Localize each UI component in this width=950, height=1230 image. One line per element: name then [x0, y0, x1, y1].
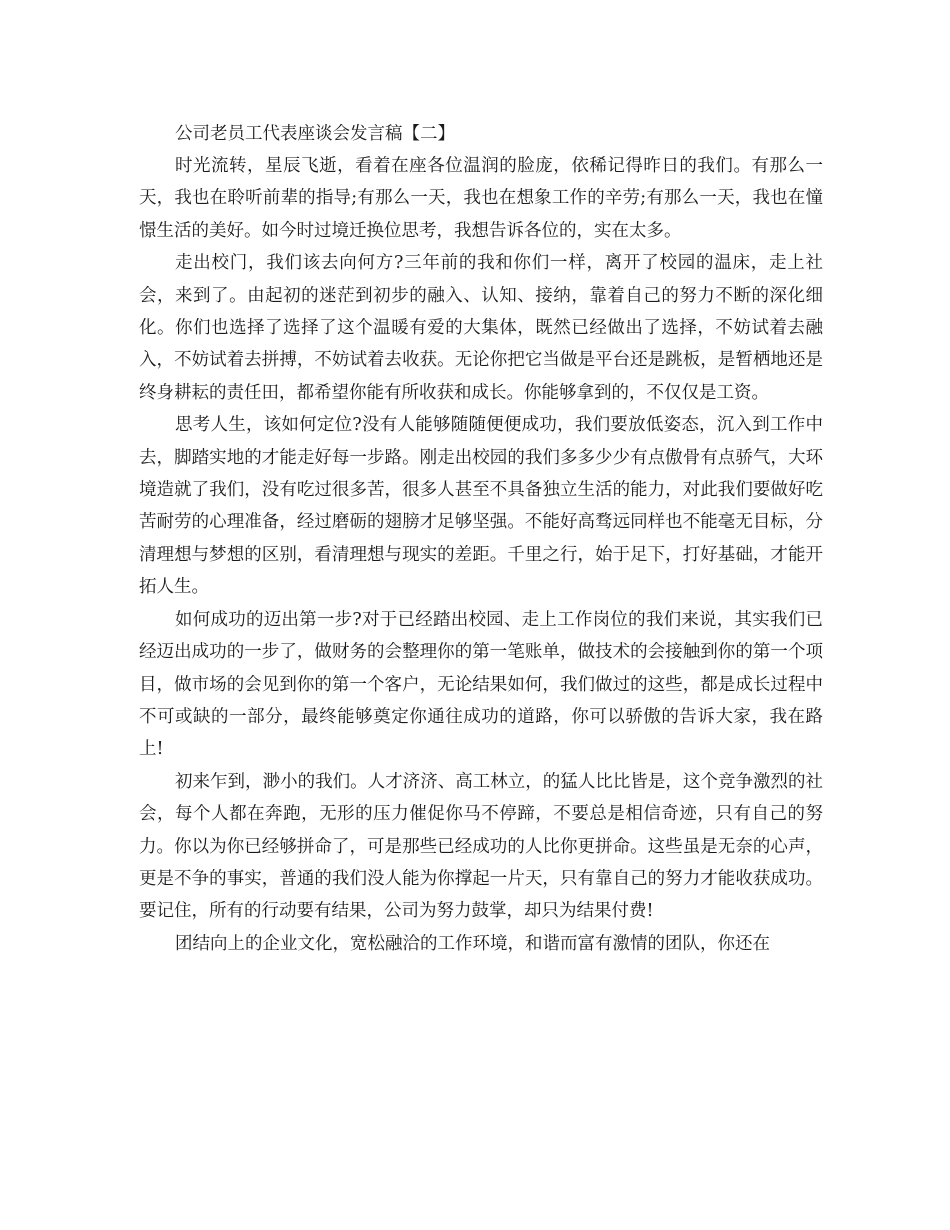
- document-page: [139, 118, 823, 960]
- paragraph-6: 团结向上的企业文化，宽松融洽的工作环境，和谐而富有激情的团队，你还在: [175, 933, 770, 954]
- paragraph-3: 思考人生，该如何定位?没有人能够随随便便成功，我们要放低姿态，沉入到工作中去，脚踏实地的才能走好每一步路。刚走出校园的我们多多少少有点傲骨有点骄气，大环境造就了我们，没有吃过很多苦，很多人甚至不具备独立生活的能力，对此我们要做好吃苦耐劳的心理准备，经过磨砺的翅膀才足够坚强。不能好高骛远同样也不能毫无目标，分清理想与梦想的区别，看清理想与现实的差距。千里之行，始于足下，打好基础，才能开拓人生。: [139, 415, 823, 598]
- paragraph-4: 如何成功的迈出第一步?对于已经踏出校园、走上工作岗位的我们来说，其实我们已经迈出成功的一步了，做财务的会整理你的第一笔账单，做技术的会接触到你的第一个项目，做市场的会见到你的第一个客户，无论结果如何，我们做过的这些，都是成长过程中不可或缺的一部分，最终能够奠定你通往成功的道路，你可以骄傲的告诉大家，我在路上!: [139, 609, 823, 760]
- paragraph-2: 走出校门，我们该去向何方?三年前的我和你们一样，离开了校园的温床，走上社会，来到了。由起初的迷茫到初步的融入、认知、接纳，靠着自己的努力不断的深化细化。你们也选择了选择了这个温暖有爱的大集体，既然已经做出了选择，不妨试着去融入，不妨试着去拼搏，不妨试着去收获。无论你把它当做是平台还是跳板，是暂栖地还是终身耕耘的责任田，都希望你能有所收获和成长。你能够拿到的，不仅仅是工资。: [139, 253, 823, 403]
- document-title: 公司老员工代表座谈会发言稿【二】: [175, 124, 455, 144]
- paragraph-5: 初来乍到，渺小的我们。人才济济、高工林立，的猛人比比皆是，这个竞争激烈的社会，每个人都在奔跑，无形的压力催促你马不停蹄，不要总是相信奇迹，只有自己的努力。你以为你已经够拼命了，可是那些已经成功的人比你更拼命。这些虽是无奈的心声，更是不争的事实，普通的我们没人能为你撑起一片天，只有靠自己的努力才能收获成功。要记住，所有的行动要有结果，公司为努力鼓掌，却只为结果付费!: [139, 771, 823, 922]
- paragraph-1: 时光流转，星辰飞逝，看着在座各位温润的脸庞，依稀记得昨日的我们。有那么一天，我也在聆听前辈的指导;有那么一天，我也在想象工作的辛劳;有那么一天，我也在憧憬生活的美好。如今时过境迁换位思考，我想告诉各位的，实在太多。: [139, 156, 823, 241]
